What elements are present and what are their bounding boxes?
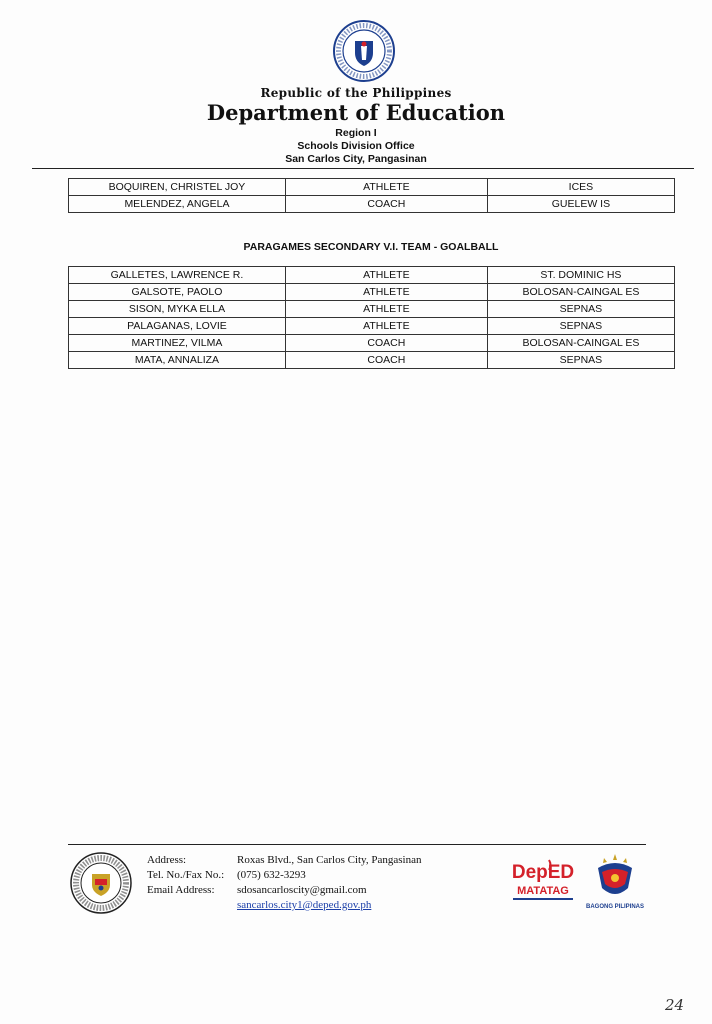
participant-school: SEPNAS — [487, 318, 674, 335]
division-office-seal-logo — [70, 852, 132, 914]
city-label: San Carlos City, Pangasinan — [285, 153, 427, 165]
deped-matatag-logo — [508, 856, 578, 908]
table-row — [69, 301, 675, 318]
participant-name: SISON, MYKA ELLA — [69, 301, 286, 318]
participant-role: ATHLETE — [285, 179, 487, 196]
table-row — [69, 335, 675, 352]
participant-role: COACH — [285, 196, 487, 213]
tel-row — [147, 868, 421, 883]
participant-school: GUELEW IS — [487, 196, 674, 213]
email-value: sdosancarloscity@gmail.com — [237, 884, 367, 896]
tel-value: (075) 632-3293 — [237, 869, 306, 881]
roster-table-goalball — [68, 266, 675, 369]
participant-role: ATHLETE — [285, 284, 487, 301]
participant-school: SEPNAS — [487, 352, 674, 369]
participant-school: BOLOSAN-CAINGAL ES — [487, 284, 674, 301]
office-label: Schools Division Office — [297, 140, 415, 152]
department-heading: Department of Education — [206, 100, 506, 125]
contact-block — [147, 853, 421, 913]
participant-name: PALAGANAS, LOVIE — [69, 318, 286, 335]
participant-role: ATHLETE — [285, 318, 487, 335]
address-label: Address: — [147, 854, 187, 866]
bagong-pilipinas-logo — [584, 850, 646, 912]
participant-name: MELENDEZ, ANGELA — [69, 196, 286, 213]
participant-name: BOQUIREN, CHRISTEL JOY — [69, 179, 286, 196]
table-row — [69, 179, 675, 196]
participant-role: ATHLETE — [285, 301, 487, 318]
participant-name: MARTINEZ, VILMA — [69, 335, 286, 352]
deped-email-link[interactable]: sancarlos.city1@deped.gov.ph — [237, 899, 372, 911]
deped-logo-text: DepED — [511, 862, 575, 883]
table-row — [69, 318, 675, 335]
email-link-row — [147, 898, 421, 913]
deped-seal-logo — [333, 20, 395, 82]
participant-name: MATA, ANNALIZA — [69, 352, 286, 369]
participant-role: COACH — [285, 352, 487, 369]
table-row — [69, 267, 675, 284]
tel-label: Tel. No./Fax No.: — [147, 869, 225, 881]
region-label: Region I — [335, 127, 377, 139]
matatag-text: MATATAG — [517, 885, 569, 897]
participant-school: ICES — [487, 179, 674, 196]
republic-heading: Republic of the Philippines — [260, 86, 452, 100]
address-value: Roxas Blvd., San Carlos City, Pangasinan — [237, 854, 422, 866]
participant-school: BOLOSAN-CAINGAL ES — [487, 335, 674, 352]
header-divider — [32, 168, 694, 169]
section-title: PARAGAMES SECONDARY V.I. TEAM - GOALBALL — [243, 241, 499, 253]
participant-school: SEPNAS — [487, 301, 674, 318]
page-number: 24 — [665, 996, 685, 1014]
email-row — [147, 883, 421, 898]
participant-role: ATHLETE — [285, 267, 487, 284]
participant-name: GALSOTE, PAOLO — [69, 284, 286, 301]
participant-role: COACH — [285, 335, 487, 352]
table-row — [69, 196, 675, 213]
roster-table-continued — [68, 178, 675, 213]
bagong-pilipinas-text: BAGONG PILIPINAS — [585, 904, 645, 910]
participant-school: ST. DOMINIC HS — [487, 267, 674, 284]
address-row — [147, 853, 421, 868]
footer-divider — [68, 844, 646, 845]
table-row — [69, 284, 675, 301]
email-label: Email Address: — [147, 884, 215, 896]
table-row — [69, 352, 675, 369]
participant-name: GALLETES, LAWRENCE R. — [69, 267, 286, 284]
